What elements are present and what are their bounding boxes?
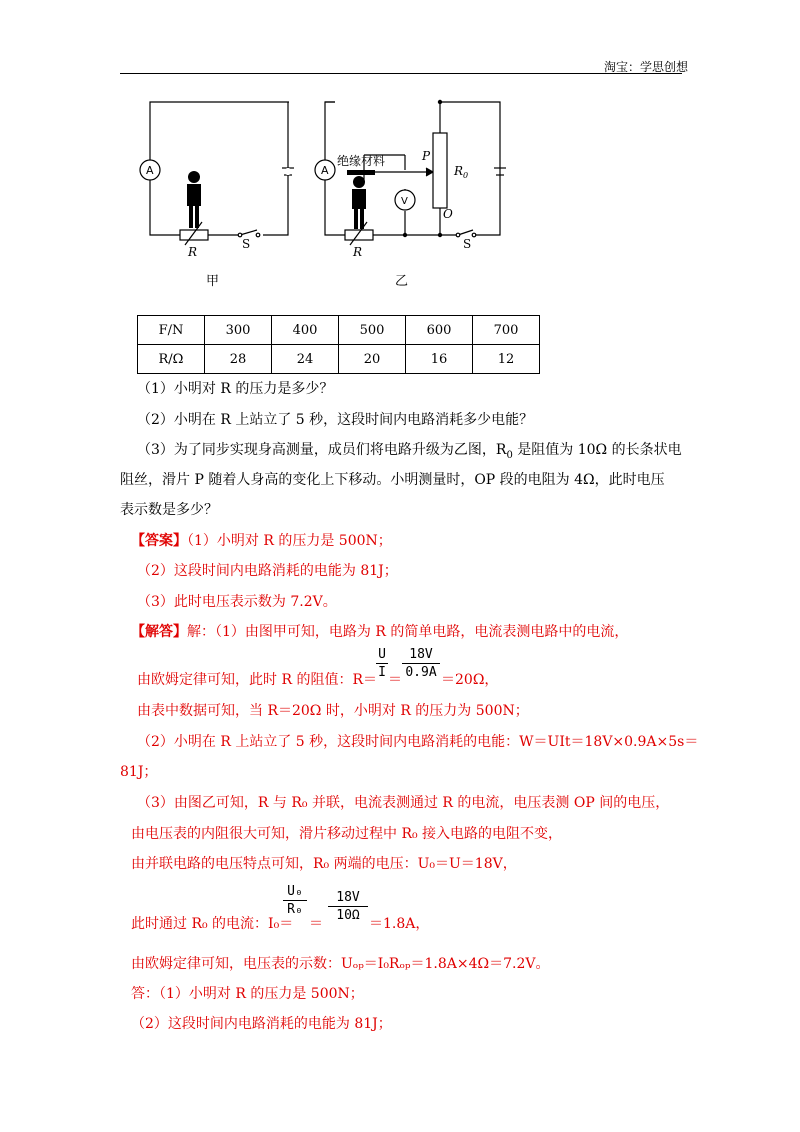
page-header: 淘宝：学思创想 [603,60,688,74]
solution-line-2: 由欧姆定律可知，此时 R 的阻值：R＝ [137,672,377,688]
solution-line-7: 由电压表的内阻很大可知，滑片移动过程中 R₀ 接入电路的电阻不变， [131,826,563,842]
table-cell: F/N [138,316,205,345]
question-3-line-2: 阻丝，滑片 P 随着人身高的变化上下移动。小明测量时，OP 段的电阻为 4Ω，此时电压 [120,472,665,488]
person-yi-icon [352,176,366,229]
table-cell: 700 [473,316,540,345]
answer-line-3: （3）此时电压表示数为 7.2V。 [137,594,337,610]
solution-line-3: 由表中数据可知，当 R＝20Ω 时，小明对 R 的压力为 500N； [137,703,529,719]
solution-line-2-tail: ＝20Ω， [441,672,499,688]
person-jia-icon [187,171,201,228]
r-label-left: R [188,245,198,259]
table-cell: 28 [205,345,272,374]
s-label-right: S [463,237,472,251]
caption-jia: 甲 [206,274,220,289]
slide-resistor-r0 [433,133,447,208]
voltmeter-label: V [401,196,408,207]
fraction-u0-over-r0: U₀ R₀ [283,884,307,917]
circuit-diagrams [130,90,510,290]
table-cell: R/Ω [138,345,205,374]
table-cell: 20 [339,345,406,374]
r0-label: $R_0$ [454,164,469,180]
circuit-yi [315,102,506,245]
table-cell: 12 [473,345,540,374]
ammeter-label-left: A [146,164,154,177]
table-row [138,345,540,374]
table-cell: 400 [272,316,339,345]
solution-line-9-tail: ＝1.8A， [369,916,430,932]
fraction-u-over-i: U I [376,647,388,680]
question-3-line-1: （3）为了同步实现身高测量，成员们将电路升级为乙图，$R_0$ 是阻值为 10Ω 的长条状电 [137,442,682,461]
table-row [138,316,540,345]
solution-line-1: 【解答】解：（1）由图甲可知，电路为 R 的简单电路，电流表测电路中的电流， [131,624,629,640]
pressure-resistor-r-right [345,230,373,240]
solution-line-10: 由欧姆定律可知，电压表的示数：Uₒₚ＝I₀Rₒₚ＝1.8A×4Ω＝7.2V。 [131,956,550,972]
equals-2: ＝ [309,916,323,932]
circuit-jia [140,102,294,245]
header-rule [120,73,682,74]
solution-line-5: 81J； [120,764,158,780]
insulation-plate [347,170,375,175]
table-cell: 300 [205,316,272,345]
final-answer-line-2: （2）这段时间内电路消耗的电能为 81J； [131,1016,392,1032]
fraction-18v-over-10ohm: 18V 10Ω [328,890,368,923]
question-3-line-3: 表示数是多少？ [120,502,218,518]
table-cell: 600 [406,316,473,345]
final-answer-line-1: 答：（1）小明对 R 的压力是 500N； [131,986,364,1002]
table-cell: 16 [406,345,473,374]
p-label: P [422,149,431,163]
force-resistance-table [137,315,540,374]
solution-line-8: 由并联电路的电压特点可知，R₀ 两端的电压：U₀＝U＝18V， [131,856,517,872]
solution-line-9: 此时通过 R₀ 的电流：I₀＝ [131,916,294,932]
question-2: （2）小明在 R 上站立了 5 秒，这段时间内电路消耗多少电能？ [137,412,534,428]
fraction-18v-over-09a: 18V 0.9A [402,647,440,680]
question-1: （1）小明对 R 的压力是多少？ [137,381,334,397]
table-cell: 24 [272,345,339,374]
pressure-resistor-r [180,230,208,240]
insulation-label: 绝缘材料 [337,154,386,168]
equals-1: ＝ [388,672,402,688]
solution-line-4: （2）小明在 R 上站立了 5 秒，这段时间内电路消耗的电能：W＝UIt＝18V×0.9A×5s＝ [137,734,699,750]
solution-line-6: （3）由图乙可知，R 与 R₀ 并联，电流表测通过 R 的电流，电压表测 OP 间的电压， [137,795,670,811]
answer-line-1: 【答案】（1）小明对 R 的压力是 500N； [131,533,392,549]
caption-yi: 乙 [395,274,409,289]
o-label: O [443,207,453,221]
s-label-left: S [242,237,251,251]
table-cell: 500 [339,316,406,345]
ammeter-label-right: A [321,164,329,177]
r-label-right: R [353,245,363,259]
answer-line-2: （2）这段时间内电路消耗的电能为 81J； [137,563,398,579]
